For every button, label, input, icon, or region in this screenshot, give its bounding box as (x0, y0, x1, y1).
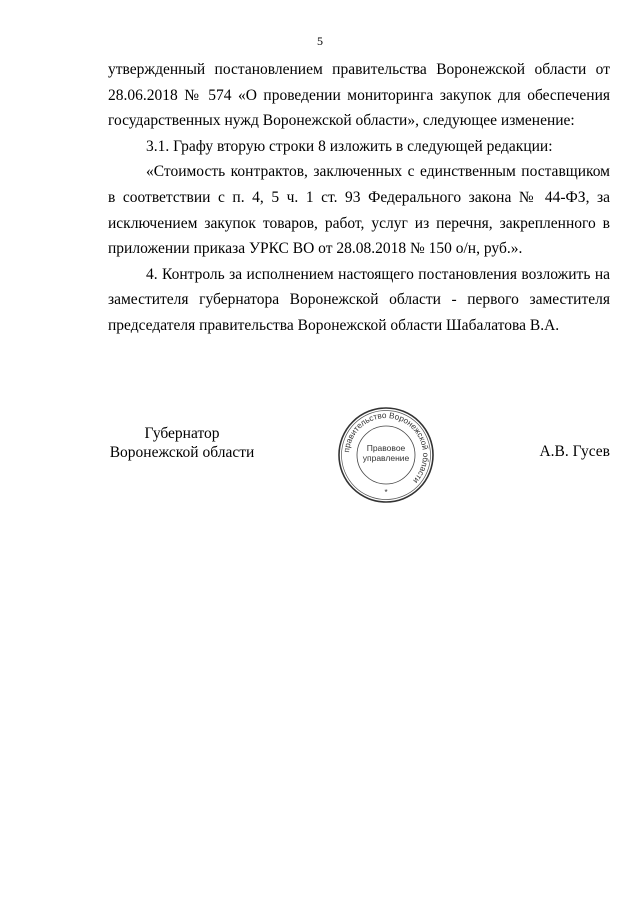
page-number: 5 (317, 34, 323, 48)
stamp-seal-graphic (336, 405, 436, 505)
document-body (108, 57, 610, 339)
paragraph-clause-4-control: 4. Контроль за исполнением настоящего постановления возложить на заместителя губернатора Воронежской области - первого заместителя председателя правительства Воронежской области Шабалатова В.А. (108, 265, 610, 334)
paragraph-amendment-intro: утвержденный постановлением правительства Воронежской области от 28.06.2018 № 574 «О проведении мониторинга закупок для обеспечения государственных нужд Воронежской области», следующее изменение: (108, 61, 610, 130)
signatory-name: А.В. Гусев (539, 443, 610, 460)
signatory-title-line1: Губернатор (144, 425, 220, 442)
signatory-title-line2: Воронежской области (109, 444, 255, 461)
stamp-center-line1: Правовое (366, 443, 406, 453)
stamp-ring-text: правительство Воронежской области (342, 410, 431, 486)
paragraph-clause-3-1: 3.1. Графу вторую строки 8 изложить в следующей редакции: (146, 137, 553, 155)
signatory-title (98, 424, 266, 462)
legal-department-stamp (336, 405, 436, 505)
stamp-star: * (384, 488, 388, 497)
paragraph-contract-cost-wording: «Стоимость контрактов, заключенных с единственным поставщиком в соответствии с п. 4, 5 ч. 1 ст. 93 Федерального закона № 44-ФЗ, за исключением закупок товаров, работ, услуг из перечня, закрепленного в приложении приказа УРКС ВО от 28.08.2018 № 150 о/н, руб.». (108, 163, 610, 258)
stamp-center-line2: управление (362, 453, 410, 463)
